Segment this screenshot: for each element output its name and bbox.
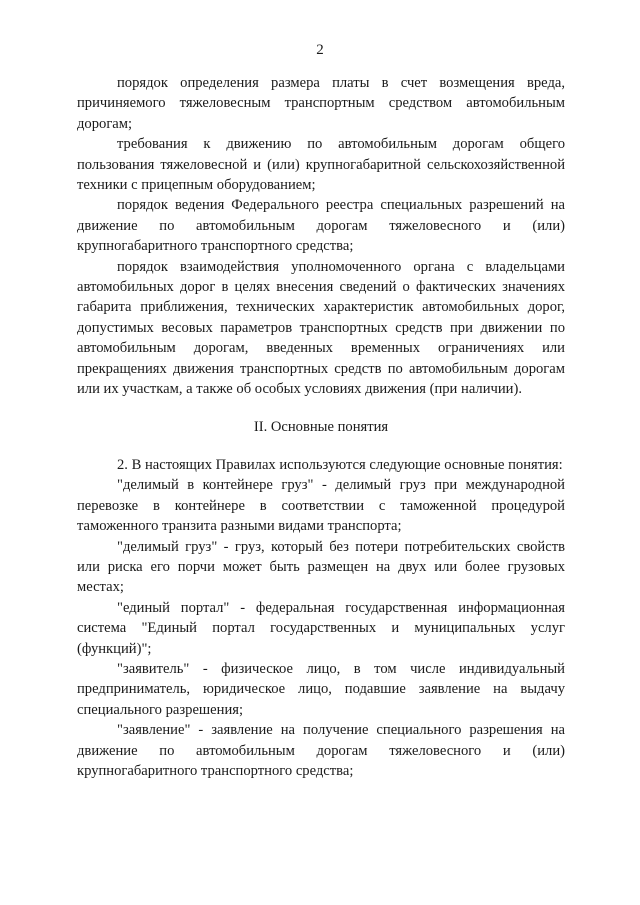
page-number: 2 — [316, 42, 324, 58]
document-body — [77, 73, 565, 781]
paragraph: порядок взаимодействия уполномоченного органа с владельцами автомобильных дорог в целях внесения сведений о фактических значениях габарита приближения, технических характеристик автомобильных дорог, допустимых весовых параметров транспортных средств при движении по автомобильным дорогам, введенных временных ограничениях или прекращениях движения транспортных средств по автомобильным дорогам или их участкам, а также об особых условиях движения (при наличии). — [77, 258, 565, 398]
definition-paragraph: "заявитель" - физическое лицо, в том числе индивидуальный предприниматель, юридическое лицо, подавшие заявление на выдачу специального разрешения; — [77, 660, 565, 718]
paragraph: порядок определения размера платы в счет возмещения вреда, причиняемого тяжеловесным транспортным средством автомобильным дорогам; — [77, 75, 565, 132]
paragraph: 2. В настоящих Правилах используются следующие основные понятия: — [117, 456, 563, 473]
section-heading: II. Основные понятия — [253, 418, 389, 435]
paragraph: требования к движению по автомобильным дорогам общего пользования тяжеловесной и (или) крупногабаритной сельскохозяйственной техники с прицепным оборудованием; — [77, 136, 565, 194]
definition-paragraph: "заявление" - заявление на получение специального разрешения на движение по автомобильным дорогам тяжеловесного и (или) крупногабаритного транспортного средства; — [77, 722, 565, 779]
paragraph: порядок ведения Федерального реестра специальных разрешений на движение по автомобильным дорогам тяжеловесного и (или) крупногабаритного транспортного средства; — [77, 197, 565, 255]
definition-paragraph: "единый портал" - федеральная государственная информационная система "Единый портал государственных и муниципальных услуг (функций)"; — [77, 599, 565, 657]
definition-paragraph: "делимый груз" - груз, который без потери потребительских свойств или риска его порчи может быть размещен на двух или более грузовых местах; — [77, 538, 565, 596]
definition-paragraph: "делимый в контейнере груз" - делимый груз при международной перевозке в контейнере в соответствии с таможенной процедурой таможенного транзита разными видами транспорта; — [77, 477, 565, 535]
